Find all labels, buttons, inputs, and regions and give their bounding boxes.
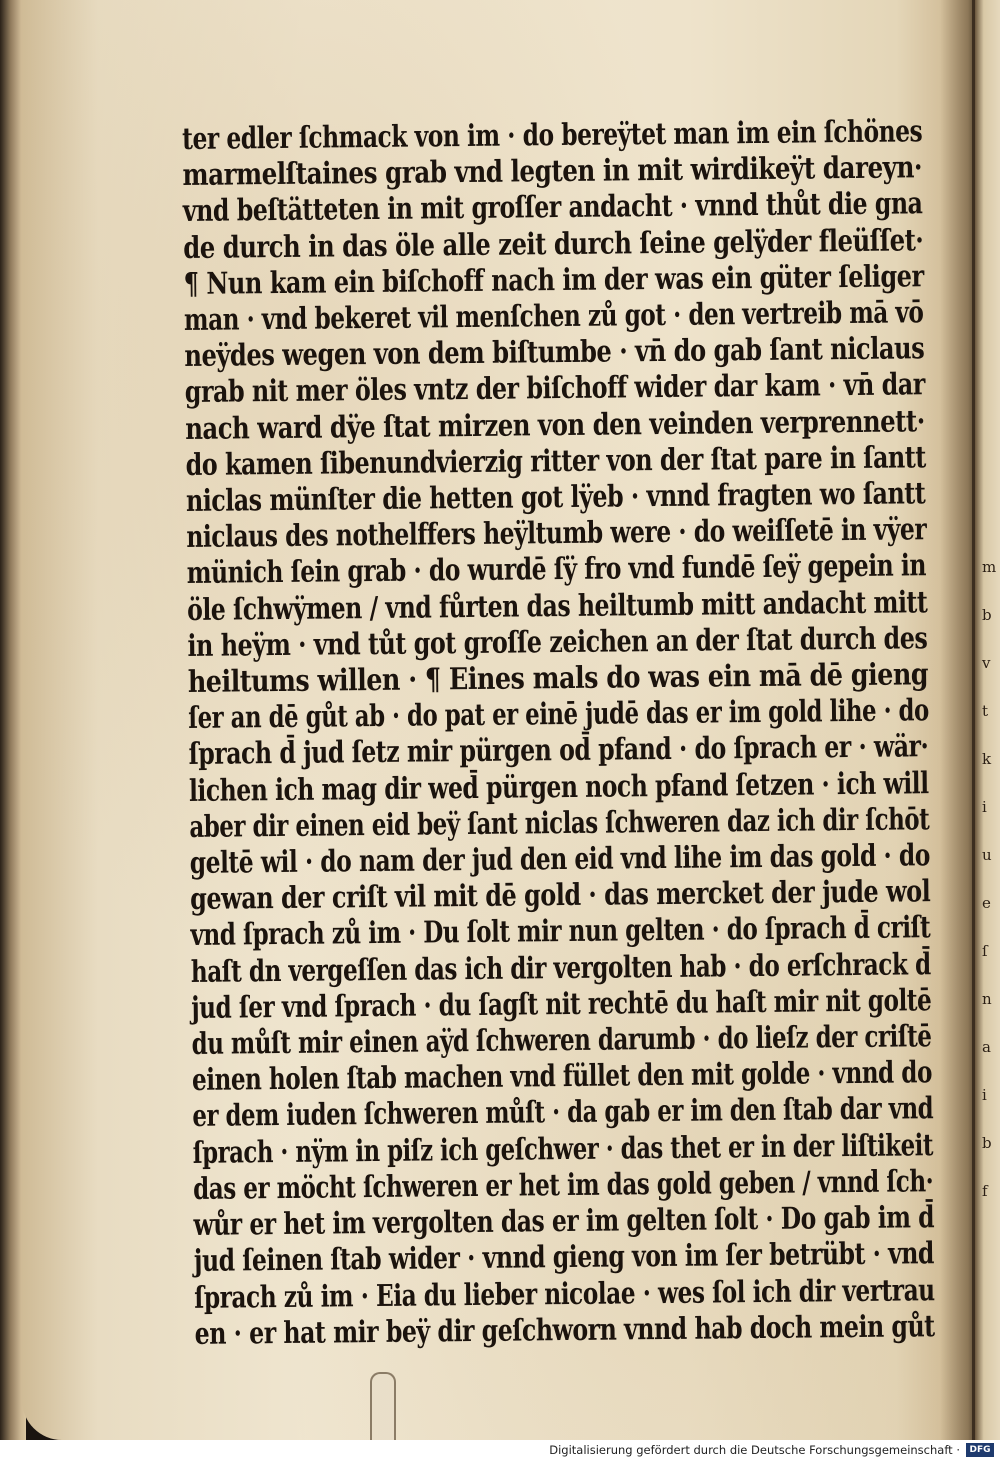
text-line: jud ſeinen ſtab wider · vnnd gieng von im ſer betrübt · vnd — [193, 1236, 935, 1280]
page-gutter — [940, 0, 980, 1440]
facing-page-letter: m — [982, 558, 997, 576]
text-block — [182, 114, 945, 1353]
facing-page-letters — [978, 0, 1000, 1440]
text-line: man · vnd bekeret vil menſchen zů got · den vertreib mā vō — [183, 295, 924, 339]
text-line: ¶ Nun kam ein biſchoff nach im der was ein güter ſeliger — [183, 259, 924, 302]
text-line: haſt dn vergeſſen das ich dir vergolten hab · do erſchrack d̄ — [190, 946, 931, 990]
text-line: in heÿm · vnd tůt got groſſe zeichen an der ſtat durch des — [187, 621, 928, 664]
facing-page-edge — [975, 0, 1000, 1440]
facing-page-letter: b — [982, 606, 992, 624]
text-line: öle ſchwÿmen / vnd fůrten das heiltumb mitt andacht mitt — [186, 584, 928, 628]
text-line: do kamen ſibenundvierzig ritter von der ſtat pare in ſantt — [185, 440, 927, 483]
text-line: aber dir einen eid beÿ ſant niclas ſchweren daz ich dir ſchōt — [189, 802, 930, 845]
text-line: wůr er het im vergolten das er im gelten ſolt · Do gab im d̄ — [193, 1200, 935, 1244]
dfg-logo: DFG — [966, 1443, 994, 1457]
text-line: vnd beſtätteten in mit groſſer andacht · vnnd thůt die gna — [182, 186, 923, 230]
text-line: geltē wil · do nam der jud den eid vnd lihe im das gold · do — [189, 838, 931, 882]
facing-page-letter: a — [982, 1038, 991, 1056]
text-line: das er möcht ſchweren er het im das gold geben / vnnd ſch· — [192, 1164, 934, 1207]
book-page — [22, 0, 972, 1440]
footer-bar — [0, 1440, 1000, 1461]
text-line: münich ſein grab · do wurdē ſÿ fro vnd fundē ſeÿ gepein in — [186, 548, 927, 592]
facing-page-letter: u — [982, 846, 992, 864]
facing-page-letter: v — [982, 654, 991, 672]
text-line: nach ward dÿe ſtat mirzen von den veinden verprennett· — [185, 403, 925, 447]
text-line: neÿdes wegen von dem biſtumbe · vn̄ do gab ſant niclaus — [184, 331, 925, 375]
text-line: vnd ſprach zů im · Du ſolt mir nun gelten · do ſprach d̄ criſt — [190, 910, 931, 954]
facing-page-letter: b — [982, 1134, 992, 1152]
facing-page-letter: n — [982, 990, 992, 1008]
text-line: gewan der criſt vil mit dē gold · das mercket der jude wol — [189, 874, 931, 918]
text-line: lichen ich mag dir wed̄ pürgen noch pfand ſetzen · ich will — [188, 765, 929, 809]
text-line: du můſt mir einen aÿd ſchweren darumb · do lieſz der criſtē — [191, 1019, 932, 1063]
facing-page-letter: f — [982, 1182, 988, 1200]
text-line: einen holen ſtab machen vnd füllet den mit golde · vnnd do — [191, 1055, 933, 1099]
page-clip — [370, 1372, 396, 1444]
facing-page-letter: i — [982, 798, 987, 816]
facing-page-letter: i — [982, 1086, 987, 1104]
funding-credit: Digitalisierung gefördert durch die Deutsche Forschungsgemeinschaft · — [549, 1443, 960, 1457]
text-line: de durch in das öle alle zeit durch ſeine gelÿder fleüſſet· — [183, 222, 924, 266]
text-line: heiltums willen · ¶ Eines mals do was ein mā dē gieng — [187, 657, 929, 701]
text-line: niclaus des nothelffers heÿltumb were · do weiſſetē in vÿer — [186, 512, 927, 556]
text-line: er dem iuden ſchweren můſt · da gab er im den ſtab dar vnd — [192, 1091, 934, 1135]
text-line: ſprach d̄ jud ſetz mir pürgen od̄ pfand · do ſprach er · wär· — [188, 729, 929, 773]
text-line: marmelſtaines grab vnd legten in mit wirdikeÿt dareyn· — [182, 150, 923, 194]
text-line: ſprach zů im · Eia du lieber nicolae · wes ſol ich dir vertrau — [194, 1272, 935, 1316]
text-line: ſer an dē gůt ab · do pat er einē judē das er im gold lihe · do — [188, 693, 929, 737]
text-line: ter edler ſchmack von im · do bereÿtet man im ein ſchönes — [182, 114, 923, 157]
facing-page-letter: k — [982, 750, 992, 768]
text-line: en · er hat mir beÿ dir geſchworn vnnd hab doch mein gůt — [194, 1308, 935, 1352]
text-line: niclas münſter die hetten got lÿeb · vnnd fragten wo ſantt — [185, 476, 926, 520]
text-line: jud ſer vnd ſprach · du ſagſt nit rechtē du haſt mir nit goltē — [191, 983, 932, 1026]
text-line: ſprach · nÿm in piſz ich geſchwer · das thet er in der liſtikeit — [192, 1127, 934, 1171]
text-line: grab nit mer öles vntz der biſchoff wider dar kam · vn̄ dar — [184, 367, 925, 411]
facing-page-letter: ſ — [982, 942, 988, 960]
facing-page-letter: e — [982, 894, 991, 912]
facing-page-letter: t — [982, 702, 989, 720]
